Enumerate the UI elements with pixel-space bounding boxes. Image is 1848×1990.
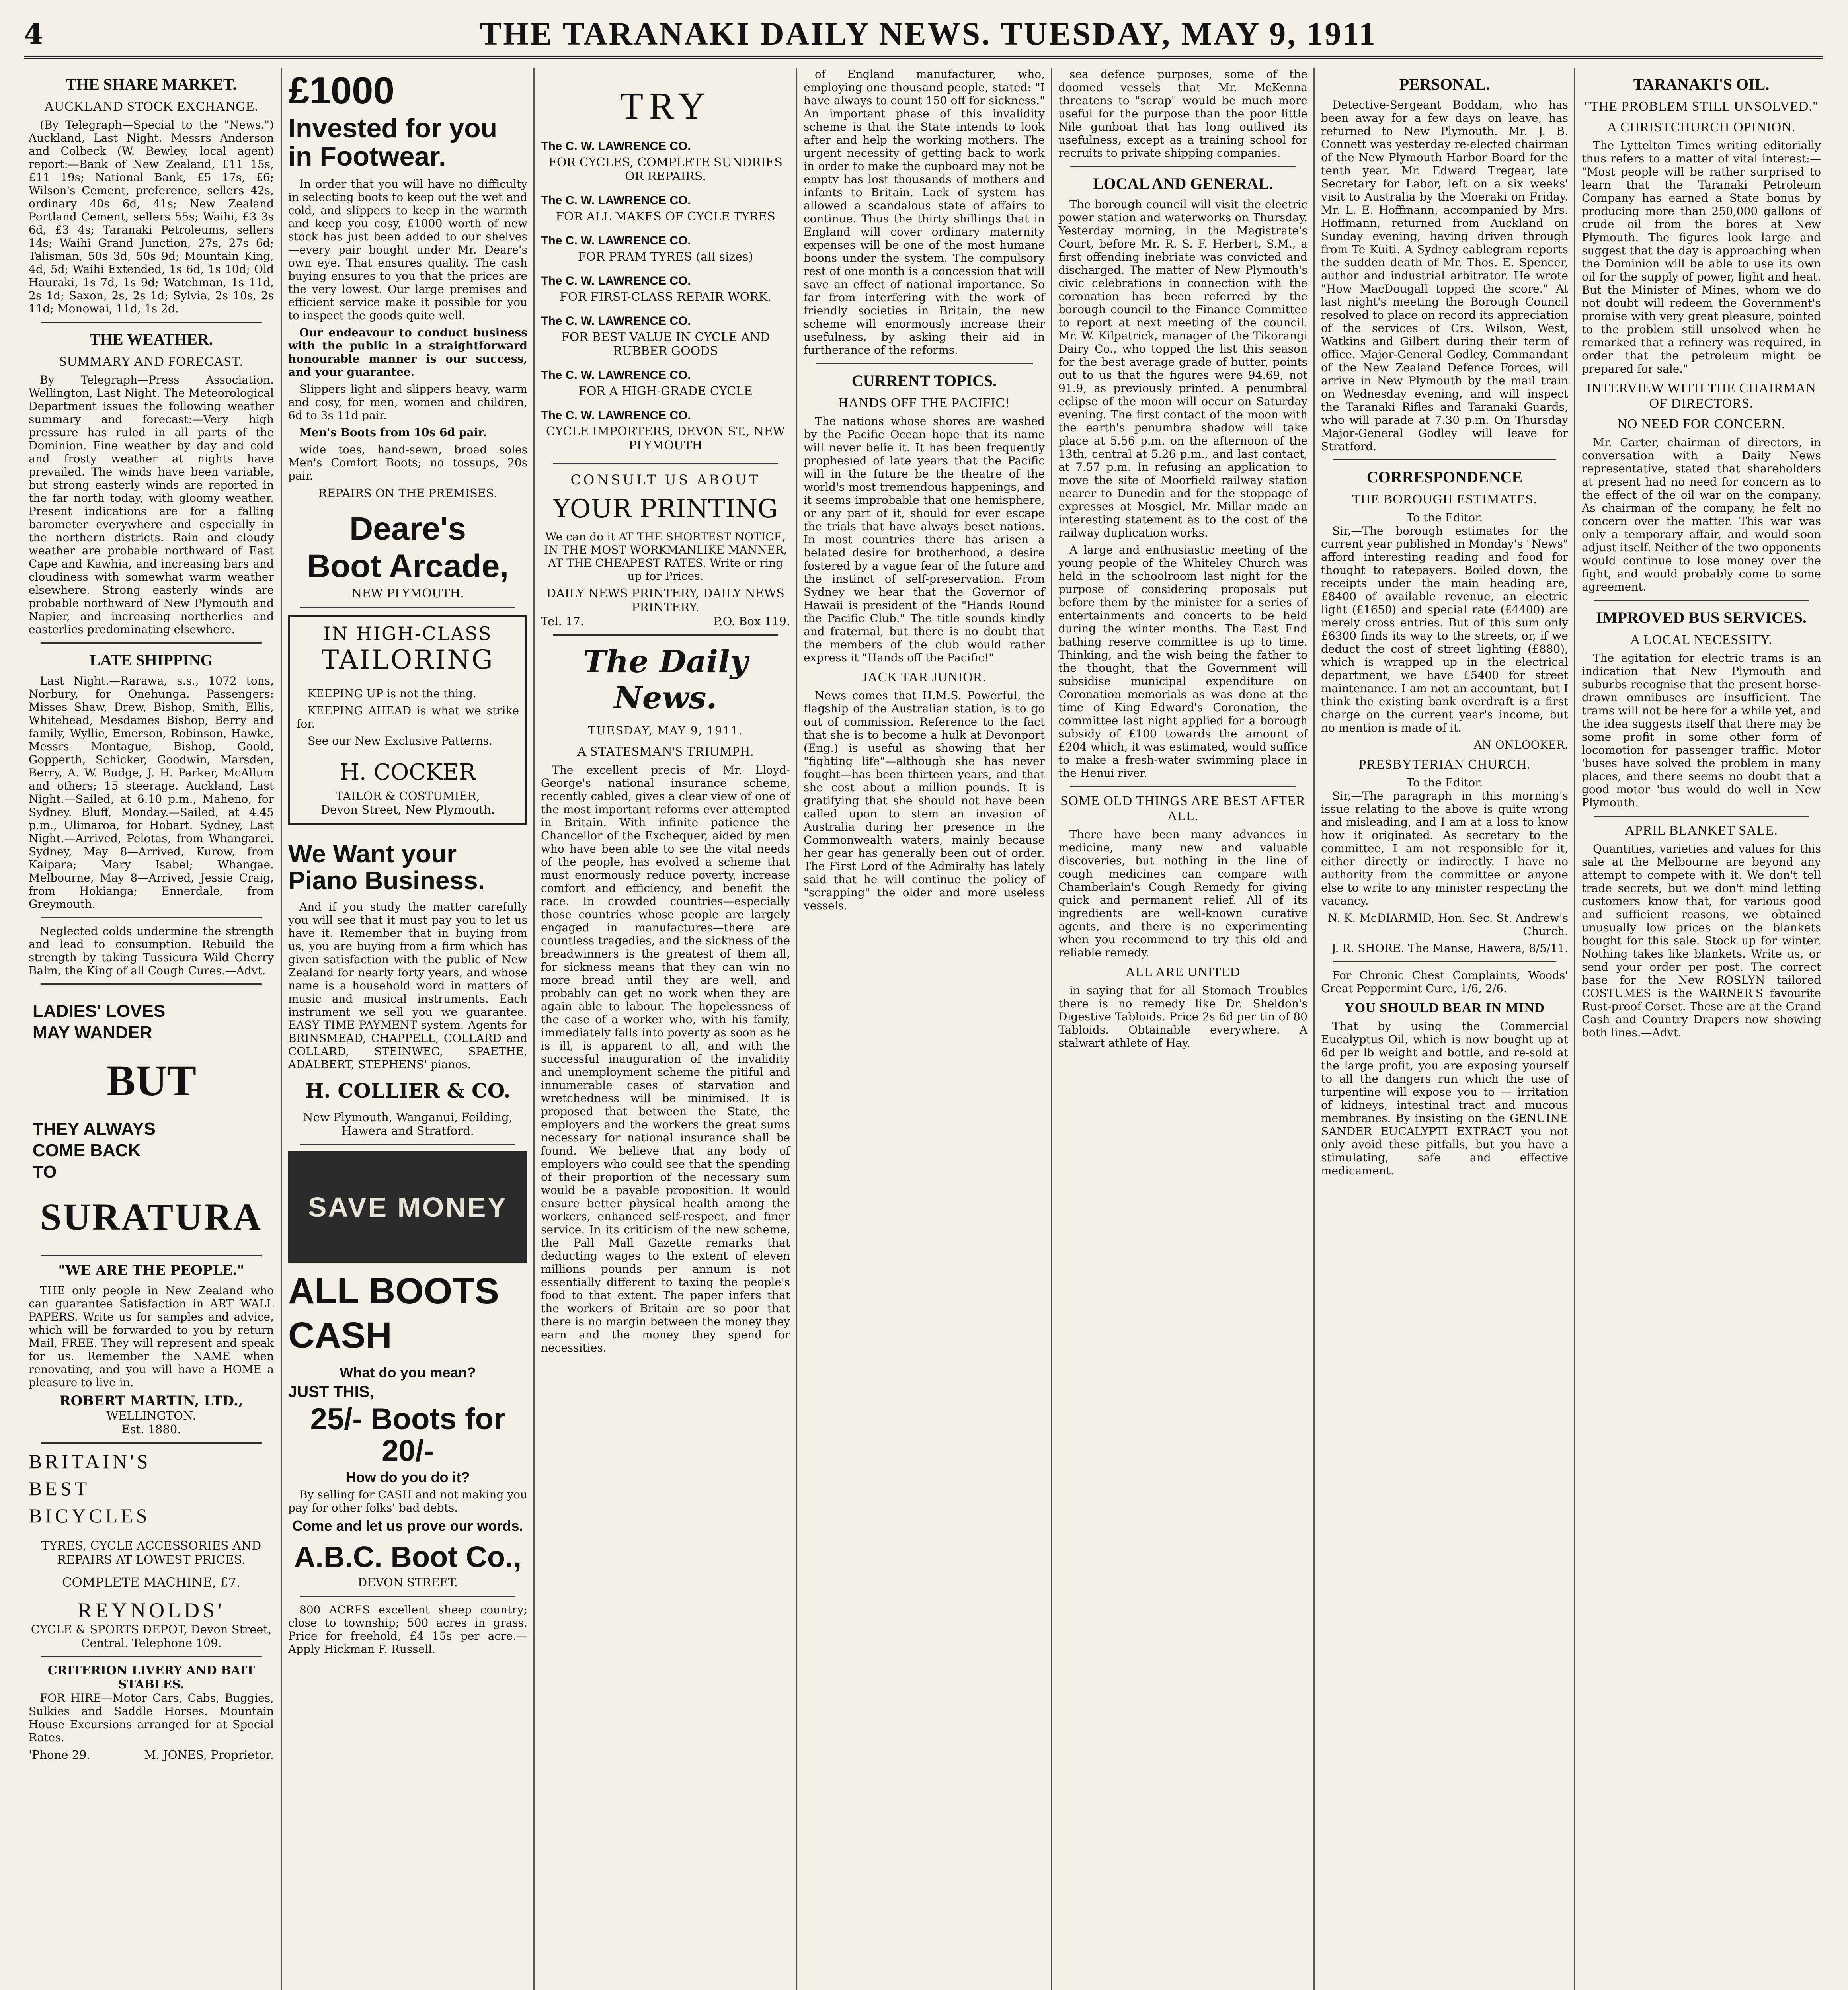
weather-report: By Telegraph—Press Association. Wellington, Last Night. The Meteorological Department issues the following weather summary and forecast:—Very high pressure has ruled in all parts of the Dominion. Fine weather by day and cold and frosty weather at nights have prevailed. The winds have been variable, but strong easterly winds are reported in the far north today, with gloomy weather. Present indications are for a falling barometer everywhere and especially in the northern districts. Rain and cloudy weather are probable northward of East Cape and Kawhia, and increasing bars and cloudiness with somewhat warm weather elsewhere. Strong easterly winds are probable northward of New Plymouth and Napier, and increasing northerlies and easterlies predominating elsewhere.: [29, 373, 274, 636]
just-this: JUST THIS,: [288, 1383, 374, 1401]
oil-heading: TARANAKI'S OIL.: [1633, 75, 1770, 93]
bicycles-line: BICYCLES: [29, 1504, 150, 1527]
you-should-text: That by using the Commercial Eucalyptus Oil, which is now bought up at 6d per lb weight and bottle, and re-sold at the large profit, you are exposing yourself to all the dangers run which the use of turpentine will expose you to — irritation of kidneys, intestinal tract and mucous membranes. By insisting on the GENUINE SANDER EUCALYPTI EXTRACT you not only avoid these pitfalls, but you have a stimulating, safe and effective medicament.: [1321, 1020, 1568, 1177]
complete-machine: COMPLETE MACHINE, £7.: [62, 1575, 240, 1590]
all-boots-cash: ALL BOOTS CASH: [288, 1271, 499, 1356]
cocker-name: H. COCKER: [340, 759, 476, 785]
your-printing: YOUR PRINTING: [553, 494, 778, 524]
abc-boot-advert: [288, 1151, 527, 1589]
reynolds-name: REYNOLDS': [78, 1598, 225, 1623]
ladies-line-1: LADIES' LOVES: [33, 1001, 166, 1021]
collier-advert: [288, 841, 527, 1137]
criterion-text: FOR HIRE—Motor Cars, Cabs, Buggies, Sulkies and Saddle Horses. Mountain House Excursions arranged for at Special Rates.: [29, 1692, 274, 1744]
bus-text: The agitation for electric trams is an indication that New Plymouth and suburbs recognise that the present horse-drawn omnibuses are insufficient. The trams will not be here for a while yet, and the idea suggests itself that there may be some profit in some other form of locomotion for passenger traffic. Motor 'buses have solved the problem in many places, and there seems no doubt that a good motor 'bus would do well in New Plymouth.: [1582, 652, 1821, 809]
deares-slippers: Slippers light and slippers heavy, warm and cosy, for men, women and children, 6d to 3s 11d pair.: [288, 382, 527, 422]
column-6: [1316, 68, 1573, 1990]
local-general-text-2: A large and enthusiastic meeting of the young people of the Whiteley Church was held in the schoolroom last night for the purpose of considering proposals put before them by the minister for a series of entertainments and concerts to be held during the winter months. The East End bathing reserve committee is up to time. Thinking, and the wish being the father to the thought, that the Government will subsidise municipal expenditure on Coronation memorials as was done at the time of King Edward's Coronation, the committee last night applied for a borough subsidy of £100 towards the amount of £204 which, it was estimated, would suffice to make a fresh-water swimming place in the Henui river.: [1058, 543, 1307, 780]
how-do: How do you do it?: [345, 1469, 470, 1486]
printery-name: DAILY NEWS PRINTERY, DAILY NEWS PRINTERY.: [546, 587, 784, 615]
divider: [1070, 166, 1296, 167]
divider: [41, 642, 262, 644]
divider: [816, 363, 1033, 364]
you-should-heading: YOU SHOULD BEAR IN MIND: [1345, 1001, 1545, 1015]
robert-martin-est: Est. 1880.: [121, 1422, 181, 1436]
criterion-proprietor: M. JONES, Proprietor.: [144, 1748, 274, 1762]
collier-address: New Plymouth, Wanganui, Feilding, Hawera and Stratford.: [303, 1110, 513, 1138]
interview-text: Mr. Carter, chairman of directors, in conversation with a Daily News representative, stated that shareholders at present had no need for concern as to the effect of the oil war on the company. As chairman of the company, he felt no concern over the matter. This war was only a temporary affair, and would soon adjust itself. Neither of the two opponents would continue to lose money over the fight, and would probably come to some agreement.: [1582, 436, 1821, 593]
editorial-date: TUESDAY, MAY 9, 1911.: [588, 724, 743, 737]
jack-tar-continued: sea defence purposes, some of the doomed vessels that Mr. McKenna threatens to "scrap" would be much more useful for the purpose than the poor little Nile gunboat that has long outlived its usefulness, except as a training school for recruits to private shipping companies.: [1058, 68, 1307, 160]
divider: [300, 1596, 515, 1597]
deares-headline: Invested for you in Footwear.: [288, 113, 498, 172]
shipping-report: Last Night.—Rarawa, s.s., 1072 tons, Norbury, for Onehunga. Passengers: Misses Shaw, Drew, Bishop, Smith, Ellis, Whitehead, Mesdames Bishop, Berry and family, Wyllie, Emerson, Robinson, Hawke, Messrs Montague, Bishop, Goold, Gopperth, Schicker, Goodwin, Marsden, Berry, A. W. Budge, J. H. Parker, McAllum and others; 15 steerage. Auckland, Last Night.—Sailed, at 6.10 p.m., Maheno, for Sydney. Bluff, Monday.—Sailed, at 4.45 p.m., Ulimaroa, for Hobart. Sydney, Last Night.—Arrived, Pelotas, from Whangarei. Sydney, May 8—Arrived, Kurow, from Kaipara; Mary Isabel; Whangae. Melbourne, May 8—Arrived, Jessie Craig, from Hokianga; Ennerdale, from Greymouth.: [29, 674, 274, 911]
lawrence-name: The C. W. LAWRENCE CO.: [541, 194, 691, 207]
robert-martin-advert: [29, 1262, 274, 1436]
chronic-advert: For Chronic Chest Complaints, Woods' Great Peppermint Cure, 1/6, 2/6.: [1321, 969, 1568, 995]
reynolds-address: CYCLE & SPORTS DEPOT, Devon Street, Central. Telephone 109.: [31, 1623, 272, 1650]
personal-text: Detective-Sergeant Boddam, who has been away for a few days on leave, has returned to New Plymouth. Mr. J. B. Connett was yesterday re-elected chairman of the New Plymouth Harbor Board for the tenth year. Mr. Edward Tregear, late Secretary for Labor, left on a six weeks' visit to Australia by the Moeraki on Friday. Mr. L. E. Hoffmann, accompanied by Mrs. Hoffmann, returned from Auckland on Sunday evening, having driven through from Te Kuiti. A Sydney cablegram reports the sudden death of Mr. Thos. E. Spencer, author and industrial arbitrator. He wrote "How MacDougall topped the score." At last night's meeting the Borough Council resolved to place on record its appreciation of the services of Crs. Wilson, West, Watkins and Gilbert during their term of office. Major-General Godley, Commandant of the New Zealand Defence Forces, will arrive in New Plymouth by the mail train on Wednesday evening, and will inspect the Taranaki Rifles and Taranaki Guards, who will parade at 7.30 p.m. On Thursday Major-General Godley will leave for Stratford.: [1321, 98, 1568, 453]
jack-tar-heading: JACK TAR JUNIOR.: [862, 670, 987, 685]
christchurch-heading: A CHRISTCHURCH OPINION.: [1607, 120, 1796, 135]
printery-tel: Tel. 17.: [541, 615, 584, 628]
column-3: [536, 68, 795, 1990]
column-rule: [1313, 68, 1315, 1990]
divider: [1594, 816, 1809, 817]
deares-endeavour: Our endeavour to conduct business with the public in a straightforward honourable manner is our success, and your guarantee.: [288, 326, 527, 378]
lawrence-name: The C. W. LAWRENCE CO.: [541, 140, 691, 153]
ladies-line-2: MAY WANDER: [33, 1023, 152, 1043]
lawrence-item: FOR BEST VALUE IN CYCLE AND RUBBER GOODS: [561, 330, 770, 358]
boots-price: 25/- Boots for 20/-: [310, 1402, 505, 1468]
deares-name: Deare's: [349, 510, 466, 547]
robert-martin-city: WELLINGTON.: [106, 1409, 196, 1423]
abc-name: A.B.C. Boot Co.,: [294, 1540, 522, 1573]
divider: [41, 1255, 262, 1256]
deares-mens-boots: Men's Boots from 10s 6d pair.: [299, 425, 487, 439]
deares-arcade: Boot Arcade,: [306, 548, 509, 584]
cocker-keeping-1: KEEPING UP is not the thing.: [308, 687, 476, 700]
criterion-footer: [29, 1748, 274, 1762]
blanket-heading: APRIL BLANKET SALE.: [1625, 823, 1778, 838]
problem-heading: "THE PROBLEM STILL UNSOLVED.": [1584, 99, 1819, 114]
column-rule: [533, 68, 535, 1990]
divider: [41, 1442, 262, 1444]
suratura-brand: SURATURA: [40, 1196, 263, 1239]
consult-line: CONSULT US ABOUT: [570, 472, 761, 488]
hands-off-heading: HANDS OFF THE PACIFIC!: [838, 396, 1010, 410]
criterion-advert: [29, 1664, 274, 1762]
masthead: [24, 12, 1823, 59]
some-old-text: There have been many advances in medicine, many new and valuable discoveries, but nothing in the line of cough medicines can compare with Chamberlain's Cough Remedy for giving quick and permanent relief. All of its ingredients are well-known curative agents, and there is no experimenting when you recommend to try this old and reliable remedy.: [1058, 828, 1307, 959]
lawrence-item: FOR CYCLES, COMPLETE SUNDRIES OR REPAIRS.: [548, 156, 783, 183]
cocker-address: Devon Street, New Plymouth.: [321, 802, 495, 816]
personal-heading: PERSONAL.: [1399, 75, 1490, 93]
lawrence-name: The C. W. LAWRENCE CO.: [541, 369, 691, 382]
divider: [41, 917, 262, 918]
lawrence-item: FOR A HIGH-GRADE CYCLE: [578, 384, 753, 398]
cocker-patterns: See our New Exclusive Patterns.: [308, 734, 492, 747]
deares-advert: [288, 71, 527, 601]
divider: [1333, 459, 1556, 460]
deares-wide-toes: wide toes, hand-sewn, broad soles Men's Comfort Boots; no tossups, 20s pair.: [288, 443, 527, 482]
bus-heading: IMPROVED BUS SERVICES.: [1596, 609, 1807, 626]
presbyterian-text: Sir,—The paragraph in this morning's issue relating to the above is quite wrong and misleading, and I am at a loss to know how it originated. As secretary to the committee, I am not responsible for it, either directly or indirectly. I have no authority from the committee or anyone else to write to any minister respecting the vacancy.: [1321, 789, 1568, 907]
colds-advert: Neglected colds undermine the strength and lead to consumption. Rebuild the strength by taking Tussicura Wild Cherry Balm, the King of all Cough Cures.—Advt.: [29, 925, 274, 977]
divider: [1594, 600, 1809, 601]
divider: [1333, 961, 1556, 962]
divider: [41, 1656, 262, 1657]
lawrence-item: CYCLE IMPORTERS, DEVON ST., NEW PLYMOUTH: [546, 425, 785, 453]
column-2: [283, 68, 532, 1990]
how-text: By selling for CASH and not making you pay for other folks' bad debts.: [288, 1488, 527, 1515]
ladies-line-4: COME BACK: [33, 1141, 141, 1161]
all-united-heading: ALL ARE UNITED: [1125, 965, 1241, 979]
cocker-title-2: TAILORING: [321, 644, 494, 675]
share-market-heading: THE SHARE MARKET.: [66, 75, 237, 93]
criterion-phone: 'Phone 29.: [29, 1748, 90, 1762]
cocker-advert: [288, 615, 527, 825]
shore-signature: J. R. SHORE. The Manse, Hawera, 8/5/11.: [1331, 942, 1568, 955]
printery-box: P.O. Box 119.: [713, 615, 790, 628]
abc-address: DEVON STREET.: [358, 1575, 458, 1589]
lawrence-name: The C. W. LAWRENCE CO.: [541, 234, 691, 247]
jack-tar-text: News comes that H.M.S. Powerful, the flagship of the Australian station, is to go out of commission. Reference to the fact that she is to become a hulk at Devonport (Eng.) is useful as showing that her "fighting life"—although she has never fought—has been thirteen years, and that she cost about a million pounds. It is gratifying that she should not have been called upon to stem an invasion of Australia during her presence in the Commonwealth waters, mainly because her gear has generally been out of order. The First Lord of the Admiralty has lately said that he will continue the policy of "scrapping" the older and more useless vessels.: [804, 689, 1045, 912]
column-5: [1054, 68, 1312, 1990]
mcdiarmid-signature: N. K. McDIARMID, Hon. Sec. St. Andrew's Church.: [1327, 911, 1568, 938]
statesman-heading: A STATESMAN'S TRIUMPH.: [577, 744, 754, 759]
lawrence-name: The C. W. LAWRENCE CO.: [541, 409, 691, 422]
statesman-continued: of England manufacturer, who, employing one thousand people, stated: "I have always to count 150 off for sickness." An important phase of this invalidity scheme is that the State intends to look after and help the working mothers. The urgent necessity of getting back to work in order to make the cupboard may not be empty has lost thousands of mothers and infants to Britain. Lack of system has allowed a scandalous state of affairs to continue. Thus the thirty shillings that in England will cover ordinary maternity expenses will be one of the most humane boons under the system. The compulsory rest of one month is a concession that will save an effect of national importance. So far from interfering with the work of friendly societies in Britain, the new scheme will enormously increase their usefulness, by asking their aid in furtherance of the reforms.: [804, 68, 1045, 357]
divider: [553, 463, 778, 464]
masthead-title: THE TARANAKI DAILY NEWS. TUESDAY, MAY 9, 1911: [480, 16, 1377, 52]
ladies-but: BUT: [106, 1056, 197, 1105]
tyres-line: TYRES, CYCLE ACCESSORIES AND REPAIRS AT LOWEST PRICES.: [41, 1539, 261, 1567]
borough-estimates-heading: THE BOROUGH ESTIMATES.: [1352, 492, 1537, 507]
ladies-to: TO: [33, 1162, 57, 1182]
reynolds-advert: [29, 1450, 274, 1650]
deares-intro: In order that you will have no difficulty in selecting boots to keep out the wet and cold, and slippers to keep in the warmth and keep you cosy, £1000 worth of new stock has just been added to our shelves—every pair bought under Mr. Deare's own eye. That ensures quality. The cash buying ensures to you that the prices are the very lowest. Our large premises and efficient service make it possible for you to inspect the goods quite well.: [288, 177, 527, 322]
britains-line: BRITAIN'S: [29, 1450, 151, 1473]
to-editor: To the Editor.: [1406, 511, 1483, 524]
suratura-advert: [29, 991, 274, 1249]
printery-text: We can do it AT THE SHORTEST NOTICE, IN THE MOST WORKMANLIKE MANNER, AT THE CHEAPEST RATES. Write or ring up for Prices.: [544, 530, 787, 583]
save-money-illustration: SAVE MONEY: [288, 1151, 527, 1263]
page-number: 4: [24, 17, 43, 51]
column-rule: [1574, 68, 1575, 1990]
divider: [300, 607, 515, 608]
correspondence-heading: CORRESPONDENCE: [1366, 468, 1523, 486]
cocker-trade: TAILOR & COSTUMIER,: [336, 789, 480, 803]
stock-exchange-subheading: AUCKLAND STOCK EXCHANGE.: [44, 99, 259, 114]
column-rule: [796, 68, 797, 1990]
cocker-keeping-2: KEEPING AHEAD is what we strike for.: [297, 704, 519, 730]
lawrence-item: FOR PRAM TYRES (all sizes): [578, 250, 753, 264]
statesman-text: The excellent precis of Mr. Lloyd-George's national insurance scheme, recently cabled, gives a clear view of one of the most important reforms ever attempted in Britain. With infinite patience the Chancellor of the Exchequer, aided by men who have been able to see the vital needs of the people, has evolved a scheme that must enormously reduce poverty, increase comfort and efficiency, and benefit the race. In crowded countries—especially those countries whose people are largely engaged in manufactures—there are countless tragedies, and the sickness of the breadwinners is the greatest of them all, for sickness means that they can win no more bread until they are well, and probably can get no work when they are again able to labour. The hopelessness of the case of a worker who, with his family, immediately falls into poverty as soon as he is ill, is apparent to all, and with the successful inauguration of the invalidity and unemployment scheme the pitiful and innumerable cases of starvation and wretchedness will be minimised. It is proposed that between the State, the employers and the workers the great sums necessary for national insurance shall be found. We believe that any body of employers who could see that the spending of their proportion of the necessary sum would be a payable proposition. It would ensure better physical health among the workers, enhanced self-respect, and finer service. In its criticism of the new scheme, the Pall Mall Gazette remarks that deducting wages to the extent of eleven millions pounds per annum is not essentially different to taxing the people's food to that extent. The paper infers that the workers of Britain are so poor that there is no margin between the money they earn and the money they spend for necessities.: [541, 763, 790, 1354]
masthead-spacer: [1813, 18, 1823, 51]
column-rule: [281, 68, 282, 1990]
divider: [300, 1144, 515, 1145]
people-quote: "WE ARE THE PEOPLE.": [58, 1262, 244, 1279]
column-7: [1577, 68, 1826, 1990]
interview-heading: INTERVIEW WITH THE CHAIRMAN OF DIRECTORS.: [1587, 381, 1816, 411]
no-need-heading: NO NEED FOR CONCERN.: [1617, 417, 1786, 431]
deares-town: NEW PLYMOUTH.: [351, 586, 464, 601]
blanket-text: Quantities, varieties and values for this sale at the Melbourne are beyond any attempt to compete with it. We don't tell trade secrets, but we don't mind letting customers know that, for various good and sufficient reasons, we obtained unusually low prices on the blankets bought for this sale. Stock up for winter. Nothing takes like blankets. Write us, or send your order per post. The correct base for the New ROSLYN tailored COSTUMES is the WARNER'S favourite Rust-proof Corset. These are at the Grand Cash and Country Drapers now showing both lines.—Advt.: [1582, 842, 1821, 1039]
robert-martin-name: ROBERT MARTIN, LTD.,: [59, 1393, 243, 1409]
cocker-title-1: IN HIGH-CLASS: [323, 622, 492, 644]
deares-repairs: REPAIRS ON THE PREMISES.: [318, 486, 498, 500]
stock-report: (By Telegraph—Special to the "News.") Auckland, Last Night. Messrs Anderson and Colbeck (W. Bewley, local agent) report:—Bank of New Zealand, £11 15s, £11 19s; National Bank, £5 17s, £6; Wilson's Cement, preference, sellers 42s, ordinary 40s 6d, 41s; New Zealand Portland Cement, sellers 55s; Waihi, £3 3s 6d, £3 4s; Taranaki Petroleums, sellers 14s; Waihi Grand Junction, 27s, 27s 6d; Talisman, 50s 3d, 50s 9d; Mountain King, 4d, 5d; Waihi Extended, 1s 6d, 1s 10d; Old Hauraki, 1s 7d, 1s 9d; Watchman, 1s 11d, 2s 1d; Saxon, 2s, 2s 1d; Sylvia, 2s 10s, 2s 11d; Monowai, 11d, 1s 2d.: [29, 118, 274, 315]
printery-advert: [541, 472, 790, 628]
presbyterian-heading: PRESBYTERIAN CHURCH.: [1358, 757, 1531, 772]
current-topics-text: The nations whose shores are washed by the Pacific Ocean hope that its name will never belie it. It has been frequently prophesied of late years that the Pacific will in the future be the theatre of the world's most tremendous happenings, and it seems improbable that one hemisphere, or any part of it, should for ever escape the trials that have always beset nations. In most countries there has arisen a belated desire for brotherhood, a desire fostered by a vague fear of the future and the instinct of self-preservation. From Sydney we hear that the Governor of Hawaii is president of the "Hands Round the Pacific Club." The title sounds kindly and fraternal, but there is no doubt that the members of the club would rather express it "Hands off the Pacific!": [804, 415, 1045, 664]
collier-name: H. COLLIER & CO.: [305, 1079, 511, 1103]
weather-heading: THE WEATHER.: [90, 330, 213, 348]
daily-news-nameplate: The Daily News.: [583, 644, 748, 716]
local-general-heading: LOCAL AND GENERAL.: [1093, 175, 1273, 193]
lawrence-item: FOR FIRST-CLASS REPAIR WORK.: [560, 290, 771, 304]
lawrence-name: The C. W. LAWRENCE CO.: [541, 314, 691, 328]
weather-subheading: SUMMARY AND FORECAST.: [59, 354, 244, 369]
piano-heading: We Want your Piano Business.: [288, 839, 485, 895]
column-rule: [1051, 68, 1052, 1990]
what-mean: What do you mean?: [340, 1364, 476, 1381]
shipping-heading: LATE SHIPPING: [90, 651, 213, 669]
acres-advert: 800 ACRES excellent sheep country; close to township; 500 acres in grass. Price for freehold, £4 15s per acre.—Apply Hickman F. Russell.: [288, 1603, 527, 1656]
lawrence-item: FOR ALL MAKES OF CYCLE TYRES: [556, 210, 775, 224]
best-line: BEST: [29, 1477, 90, 1500]
column-1: [24, 68, 279, 1990]
ladies-line-3: THEY ALWAYS: [33, 1119, 156, 1139]
some-old-heading: SOME OLD THINGS ARE BEST AFTER ALL.: [1060, 794, 1306, 823]
piano-text: And if you study the matter carefully you will see that it must pay you to let us have it. Remember that in buying from us, you are buying from a firm which has given satisfaction with the public of New Zealand for nearly forty years, and whose name is a household word in matters of music and musical instruments. Each instrument we sell you we guarantee. EASY TIME PAYMENT system. Agents for BRINSMEAD, CHAPPELL, COLLARD and COLLARD, STEINWEG, SPAETHE, ADALBERT, STEPHENS' pianos.: [288, 900, 527, 1071]
divider: [41, 322, 262, 323]
local-general-text: The borough council will visit the electric power station and waterworks on Thursday. Yesterday morning, in the Magistrate's Court, before Mr. R. S. F. Herbert, S.M., a first offending inebriate was convicted and discharged. The matter of New Plymouth's civic celebrations in connection with the coronation has been referred by the borough council to the Finance Committee to report at next meeting of the council. Mr. W. Kilpatrick, manager of the Tikorangi Dairy Co., who topped the list this season for the best average grade of butter, points out to us that the figures were 94.69, not 91.9, as previously printed. A penumbral eclipse of the moon will occur on Saturday evening. The first contact of the moon with the earth's penumbra shadow will take place at 5.56 p.m. on the afternoon of the 13th, central at 5.26 p.m., and last contact, at 7.57 p.m. In refusing an application to move the site of Moorfield railway station nearer to Dunedin and for the stoppage of expresses at Mosgiel, Mr. Millar made an interesting statement as to the cost of the railway duplication works.: [1058, 198, 1307, 539]
criterion-heading: CRITERION LIVERY AND BAIT STABLES.: [47, 1664, 255, 1692]
onlooker-signature: AN ONLOOKER.: [1474, 738, 1568, 751]
to-editor: To the Editor.: [1406, 776, 1483, 789]
divider: [41, 983, 262, 985]
people-text: THE only people in New Zealand who can guarantee Satisfaction in ART WALL PAPERS. Write us for samples and advice, which will be forwarded to you by return Mail, FREE. They will represent and speak for us. Remember the NAME when renovating, and you will have a HOME a pleasure to live in.: [29, 1284, 274, 1389]
current-topics-heading: CURRENT TOPICS.: [851, 372, 997, 390]
local-necessity-heading: A LOCAL NECESSITY.: [1630, 632, 1773, 647]
try-heading: TRY: [620, 84, 711, 127]
lawrence-name: The C. W. LAWRENCE CO.: [541, 274, 691, 287]
come-prove: Come and let us prove our words.: [292, 1518, 523, 1534]
column-4: [799, 68, 1050, 1990]
all-united-text: in saying that for all Stomach Troubles there is no remedy like Dr. Sheldon's Digestive Tabloids. Price 2s 6d per tin of 80 Tabloids. Obtainable everywhere. A stalwart athlete of Hay.: [1058, 984, 1307, 1050]
lawrence-advert: [541, 140, 790, 453]
divider: [553, 634, 778, 636]
deares-amount: £1000: [288, 69, 394, 112]
oil-text: The Lyttelton Times writing editorially thus refers to a matter of vital interest:— "Most people will be rather surprised to learn that the Taranaki Petroleum Company has earned a State bonus by producing more than 250,000 gallons of crude oil from the bores at New Plymouth. The figures look large and suggest that the day is approaching when the Dominion will be able to use its own oil for the supply of power, light and heat. But the Minister of Mines, whom we do not doubt will redeem the Government's promise with very great pleasure, pointed to the problem still unsolved when he remarked that a refinery was required, in order that the petroleum might be prepared for sale.": [1582, 139, 1821, 375]
printery-contact: [541, 615, 790, 628]
correspondence-text: Sir,—The borough estimates for the current year published in Monday's "News" afford interesting reading and food for thought to ratepayers. Boiled down, the receipts under the main heading are, £8400 of available revenue, an electric light (£1650) and special rate (£4400) are merely cross entries. But of this sum only £6300 finds its way to the streets, or, if we deduct the cost of street lighting (£880), which is wrapped up in the electrical department, we have £5400 for street maintenance. I am not an accountant, but I think the existing bank overdraft is a first charge on the current year's income, but no mention is made of it.: [1321, 524, 1568, 734]
divider: [1070, 786, 1296, 787]
